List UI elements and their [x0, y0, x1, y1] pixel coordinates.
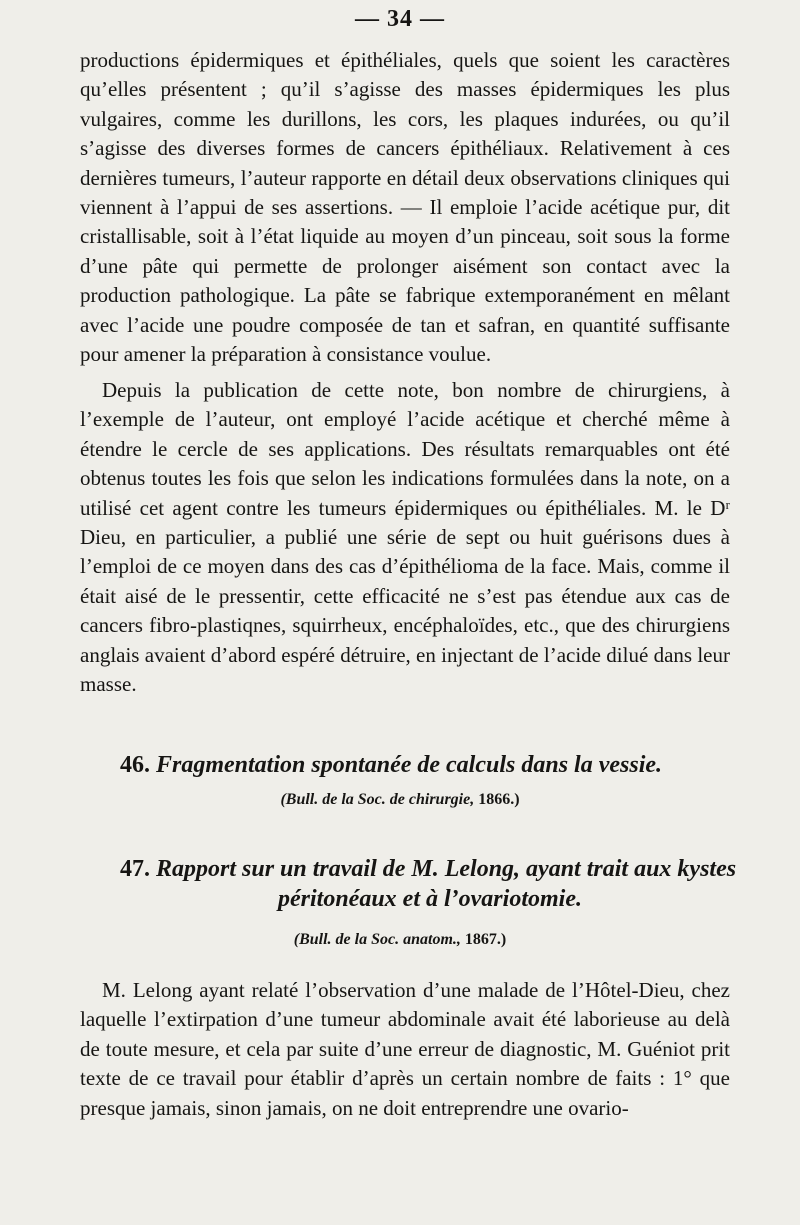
paragraph-acetic-acid-applications: Depuis la publication de cette note, bon nombre de chirurgiens, à l’exemple de l’auteur, ont employé l’acide acétique et cherché même à étendre le cercle de ses applications. Des résultats remarquables ont été obtenus toutes les fois que selon les indications formulées dans la note, on a utilisé cet agent contre les tumeurs épidermiques ou épithéliales. M. le Dʳ Dieu, en particulier, a publié une série de sept ou huit guérisons dues à l’emploi de ce moyen dans des cas d’épithélioma de la face. Mais, comme il était aisé de le pressentir, cette efficacité ne s’est pas étendue aux cas de cancers fibro-plastiqnes, squirrheux, encéphaloïdes, etc., que des chirurgiens anglais avaient d’abord espéré détruire, en injectant de l’acide dilué dans leur masse.: [80, 378, 730, 697]
section-reference-46: [0, 790, 800, 810]
section-title: Fragmentation spontanée de calculs dans la vessie.: [156, 752, 663, 778]
reference-year: 1867.): [464, 931, 507, 948]
section-reference-47: [0, 930, 800, 950]
paragraph-lelong-report: M. Lelong ayant relaté l’observation d’une malade de l’Hôtel-Dieu, chez laquelle l’extirpation d’une tumeur abdominale avait été laborieuse au delà de toute mesure, et cela par suite d’une erreur de diagnostic, M. Guéniot prit texte de ce travail pour établir d’après un certain nombre de faits : 1° que presque jamais, sinon jamais, on ne doit entreprendre une ovario-: [80, 978, 730, 1120]
section-number: 46.: [120, 752, 150, 778]
section-title-continuation: péritonéaux et à l’ovariotomie.: [278, 886, 582, 912]
section-title: Rapport sur un travail de M. Lelong, ayant trait aux kystes: [156, 856, 737, 882]
section-number: 47.: [120, 856, 150, 882]
section-heading-46: [120, 750, 770, 780]
section-heading-47: [120, 854, 740, 914]
reference-source: (Bull. de la Soc. anatom.,: [293, 931, 461, 948]
page-number: — 34 —: [355, 6, 445, 32]
reference-year: 1866.): [478, 791, 520, 808]
reference-source: (Bull. de la Soc. de chirurgie,: [280, 791, 475, 808]
paragraph-continuation: productions épidermiques et épithéliales, quels que soient les caractères qu’elles présentent ; qu’il s’agisse des masses épidermiques les plus vulgaires, comme les durillons, les cors, les plaques indurées, ou qu’il s’agisse des diverses formes de cancers épithéliaux. Relativement à ces dernières tumeurs, l’auteur rapporte en détail deux observations cliniques qui viennent à l’appui de ses assertions. — Il emploie l’acide acétique pur, dit cristallisable, soit à l’état liquide au moyen d’un pinceau, soit sous la forme d’une pâte qui permette de prolonger aisément son contact avec la production pathologique. La pâte se fabrique extemporanément en mêlant avec l’acide une poudre composée de tan et safran, en quantité suffisante pour amener la préparation à consistance voulue.: [80, 48, 730, 367]
